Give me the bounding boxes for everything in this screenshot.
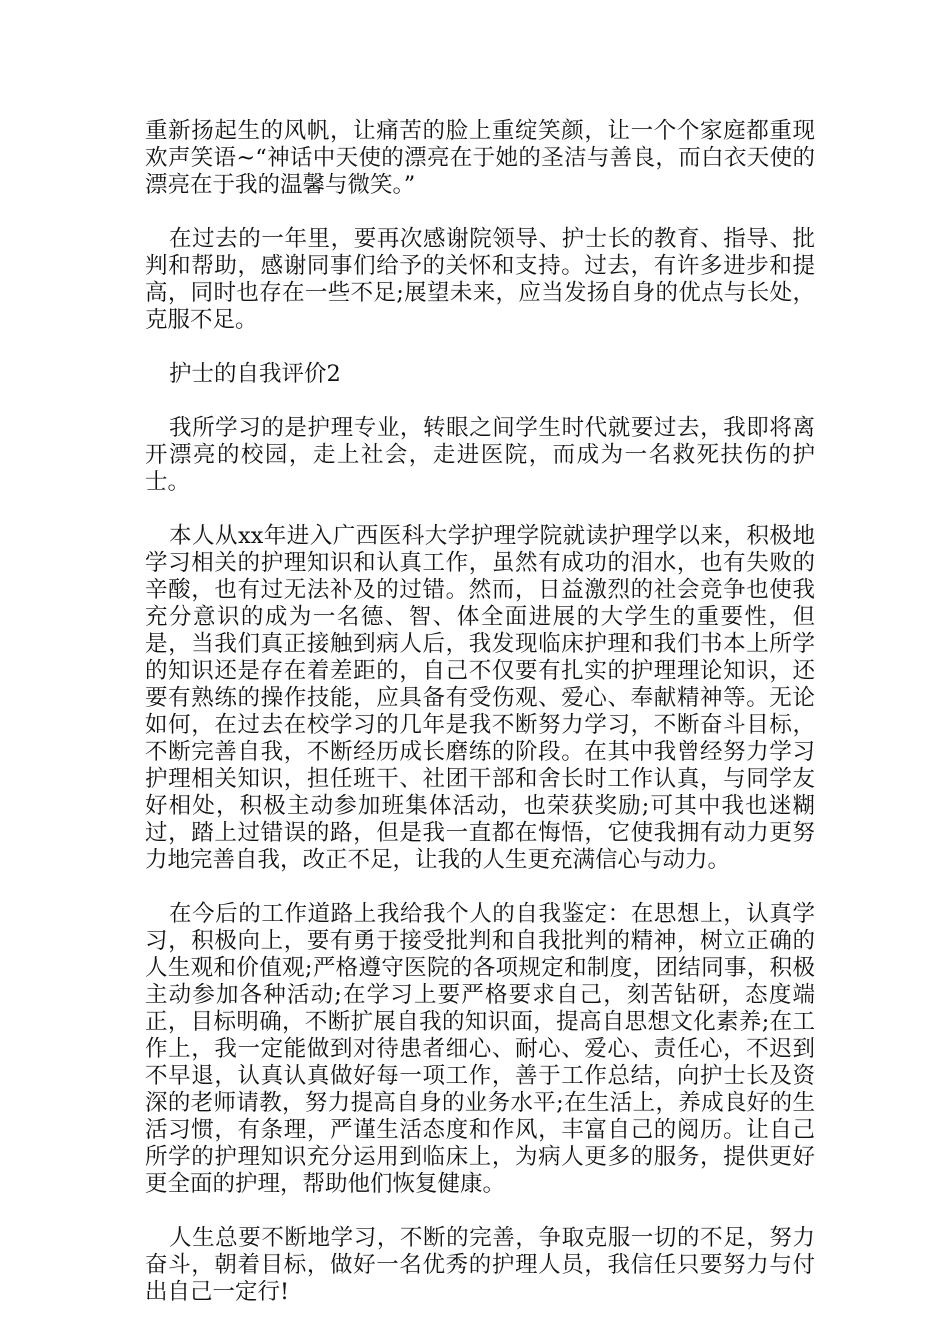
paragraph-continuation: 重新扬起生的风帆，让痛苦的脸上重绽笑颜，让一个个家庭都重现欢声笑语~“神话中天使的漂亮在于她的圣洁与善良，而白衣天使的漂亮在于我的温馨与微笑。”: [145, 118, 815, 198]
paragraph-gap: [145, 199, 815, 226]
paragraph-intro: 我所学习的是护理专业，转眼之间学生时代就要过去，我即将离开漂亮的校园，走上社会，走进医院，而成为一名救死扶伤的护士。: [145, 415, 815, 495]
paragraph-gap: [145, 1198, 815, 1225]
paragraph-gap: [145, 334, 815, 361]
section-heading: 护士的自我评价2: [169, 361, 341, 387]
paragraph-gap: [145, 496, 815, 523]
paragraph-self-assessment: 在今后的工作道路上我给我个人的自我鉴定：在思想上，认真学习，积极向上，要有勇于接受批判和自我批判的精神，树立正确的人生观和价值观;严格遵守医院的各项规定和制度，团结同事，积极主动参加各种活动;在学习上要严格要求自己，刻苦钻研，态度端正，目标明确，不断扩展自我的知识面，提高自思想文化素养;在工作上，我一定能做到对待患者细心、耐心、爱心、责任心，不迟到不早退，认真认真做好每一项工作，善于工作总结，向护士长及资深的老师请教，努力提高自身的业务水平;在生活上，养成良好的生活习惯，有条理，严谨生活态度和作风，丰富自己的阅历。让自己所学的护理知识充分运用到临床上，为病人更多的服务，提供更好更全面的护理，帮助他们恢复健康。: [145, 901, 815, 1197]
document-page: [145, 118, 815, 1306]
paragraph-gap: [145, 388, 815, 415]
paragraph-thanks: 在过去的一年里，要再次感谢院领导、护士长的教育、指导、批判和帮助，感谢同事们给予的关怀和支持。过去，有许多进步和提高，同时也存在一些不足;展望未来，应当发扬自身的优点与长处，克服不足。: [145, 226, 815, 333]
paragraph-gap: [145, 874, 815, 901]
paragraph-conclusion: 人生总要不断地学习，不断的完善，争取克服一切的不足，努力奋斗，朝着目标，做好一名优秀的护理人员，我信任只要努力与付出自己一定行!: [145, 1225, 815, 1305]
paragraph-study-experience: 本人从xx年进入广西医科大学护理学院就读护理学以来，积极地学习相关的护理知识和认真工作，虽然有成功的泪水，也有失败的辛酸，也有过无法补及的过错。然而，日益激烈的社会竞争也使我充分意识的成为一名德、智、体全面进展的大学生的重要性，但是，当我们真正接触到病人后，我发现临床护理和我们书本上所学的知识还是存在着差距的，自己不仅要有扎实的护理理论知识，还要有熟练的操作技能，应具备有受伤观、爱心、奉献精神等。无论如何，在过去在校学习的几年是我不断努力学习，不断奋斗目标，不断完善自我，不断经历成长磨练的阶段。在其中我曾经努力学习护理相关知识，担任班干、社团干部和舍长时工作认真，与同学友好相处，积极主动参加班集体活动，也荣获奖励;可其中我也迷糊过，踏上过错误的路，但是我一直都在悔悟，它使我拥有动力更努力地完善自我，改正不足，让我的人生更充满信心与动力。: [145, 523, 815, 873]
